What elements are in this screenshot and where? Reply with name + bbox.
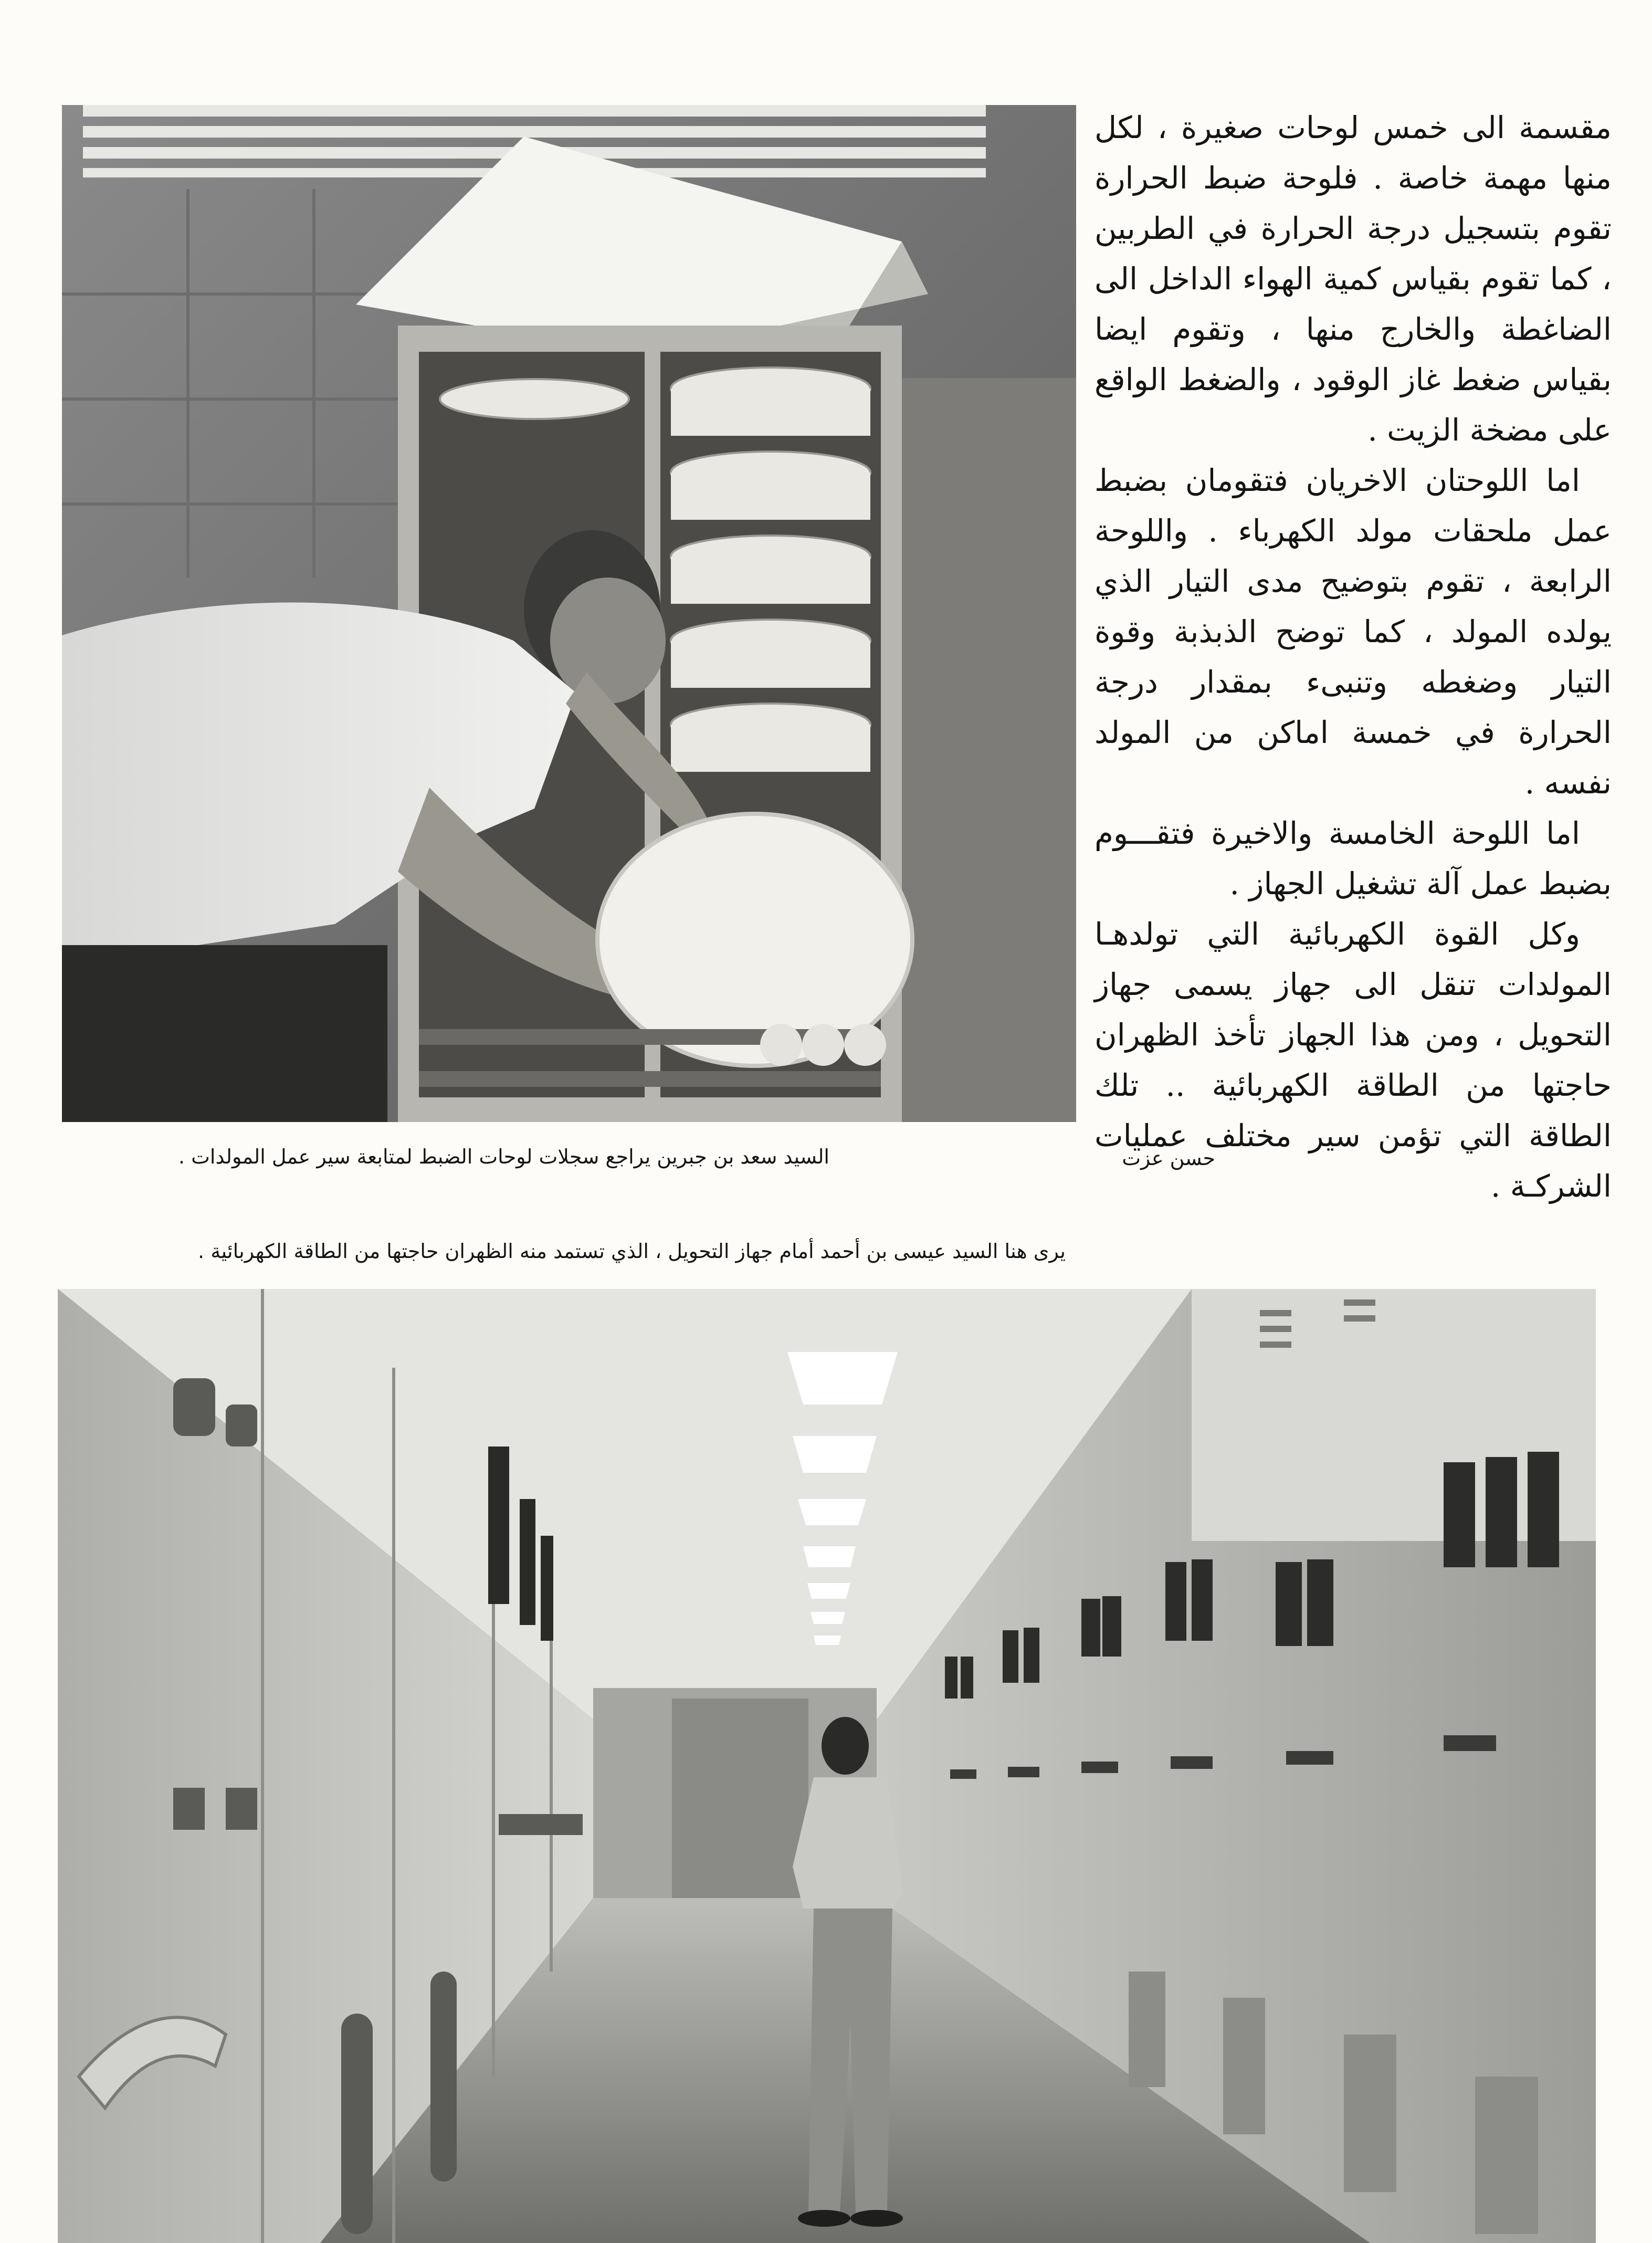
article-body: [1095, 102, 1612, 1211]
photo-control-panel-records-image: [62, 105, 1076, 1122]
photo-switchgear-corridor: [58, 1289, 1596, 2243]
photo-caption-top: السيد سعد بن جبرين يراجع سجلات لوحات الضبط لمتابعة سير عمل المولدات .: [178, 1145, 829, 1168]
article-paragraph: وكل القوة الكهربائية التي تولدهـا المولدات تنقل الى جهاز يسمى جهاز التحويل ، ومن هذا الجهاز تأخذ الظهران حاجتها من الطاقة الكهربائية .. تلك الطاقة التي تؤمن سير مختلف عمليات الشركـة .: [1095, 916, 1612, 1204]
article-author: حسن عزت: [1122, 1147, 1215, 1170]
photo-control-panel-records: [62, 105, 1076, 1122]
article-paragraph: اما اللوحتان الاخريان فتقومان بضبط عمل ملحقات مولد الكهرباء . واللوحة الرابعة ، تقوم بتوضيح مدى التيار الذي يولده المولد ، كما توضح الذبذبة وقوة التيار وضغطه وتنبىء بمقدار درجة الحرارة في خمسة اماكن من المولد نفسه .: [1095, 463, 1612, 801]
photo-caption-bottom: يرى هنا السيد عيسى بن أحمد أمام جهاز التحويل ، الذي تستمد منه الظهران حاجتها من الطاقة الكهربائية .: [198, 1240, 1066, 1263]
photo-switchgear-corridor-image: [58, 1289, 1596, 2243]
article-paragraph: مقسمة الى خمس لوحات صغيرة ، لكل منها مهمة خاصة . فلوحة ضبط الحرارة تقوم بتسجيل درجة الحرارة في الطربين ، كما تقوم بقياس كمية الهواء الداخل الى الضاغطة والخارج منها ، وتقوم ايضا بقياس ضغط غاز الوقود ، والضغط الواقع على مضخة الزيت .: [1095, 110, 1612, 448]
article-paragraph: اما اللوحة الخامسة والاخيرة فتقـــوم بضبط عمل آلة تشغيل الجهاز .: [1095, 815, 1612, 902]
